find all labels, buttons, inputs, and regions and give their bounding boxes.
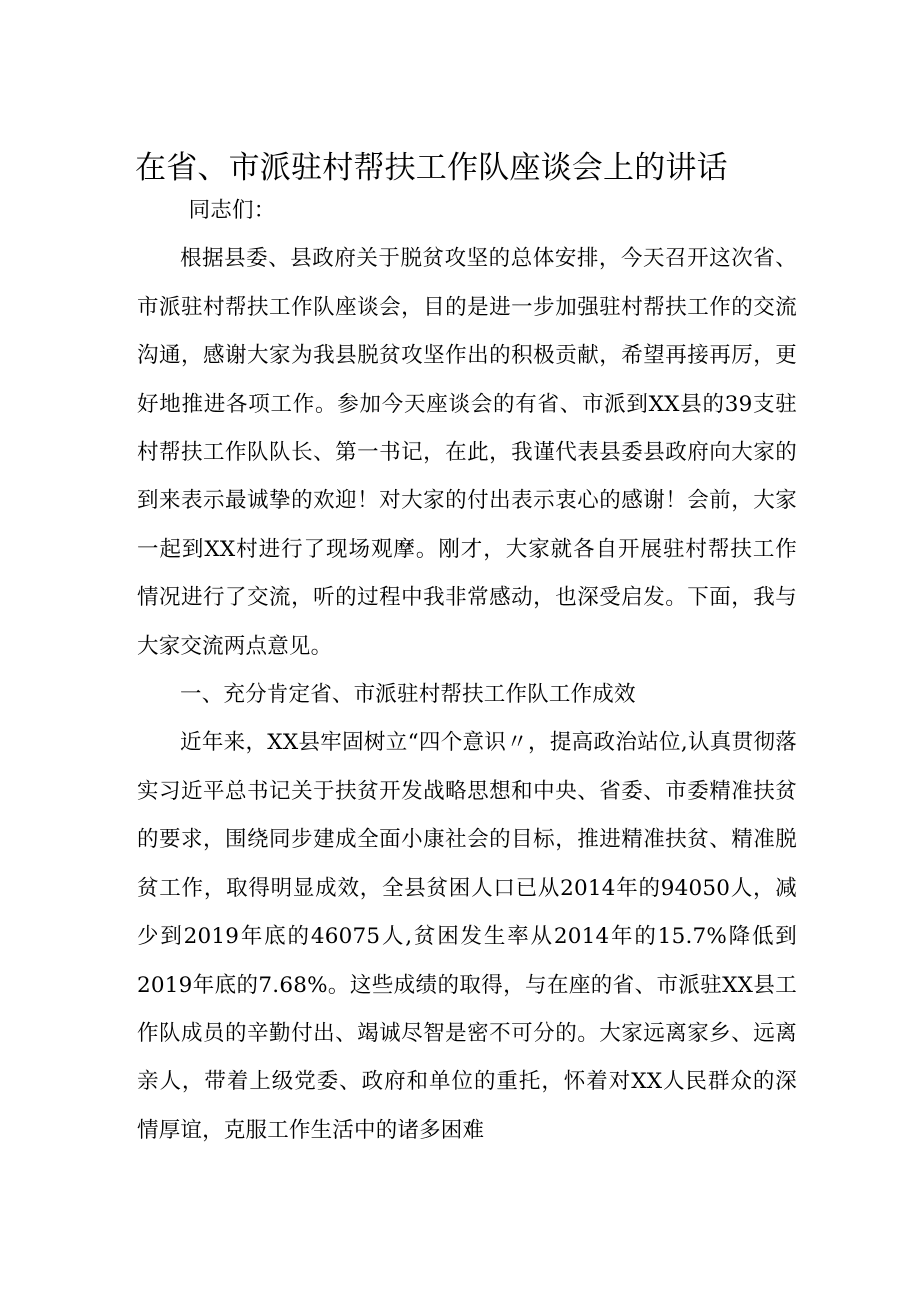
- document-body: [137, 187, 797, 1155]
- salutation: 同志们：: [188, 198, 276, 223]
- paragraph-intro: 根据县委、县政府关于脱贫攻坚的总体安排，今天召开这次省、市派驻村帮扶工作队座谈会，目的是进一步加强驻村帮扶工作的交流沟通，感谢大家为我县脱贫攻坚作出的积极贡献，希望再接再厉，更好地推进各项工作。参加今天座谈会的有省、市派到XX县的39支驻村帮扶工作队队长、第一书记，在此，我谨代表县委县政府向大家的到来表示最诚挚的欢迎！对大家的付出表示衷心的感谢！会前，大家一起到XX村进行了现场观摩。刚才，大家就各自开展驻村帮扶工作情况进行了交流，听的过程中我非常感动，也深受启发。下面，我与大家交流两点意见。: [137, 246, 797, 659]
- document-title: 在省、市派驻村帮扶工作队座谈会上的讲话: [135, 150, 728, 186]
- paragraph-achievements: 近年来，XX县牢固树立“四个意识〃，提高政治站位,认真贯彻落实习近平总书记关于扶贫开发战略思想和中央、省委、市委精准扶贫的要求，围绕同步建成全面小康社会的目标，推进精准扶贫、精准脱贫工作，取得明显成效，全县贫困人口已从2014年的94050人，减少到2019年底的46075人,贫困发生率从2014年的15.7%降低到2019年底的7.68%。这些成绩的取得，与在座的省、市派驻XX县工作队成员的辛勤付出、竭诚尽智是密不可分的。大家远离家乡、远离亲人，带着上级党委、政府和单位的重托，怀着对XX人民群众的深情厚谊，克服工作生活中的诸多困难: [137, 730, 797, 1143]
- section-heading-1: 一、充分肯定省、市派驻村帮扶工作队工作成效: [180, 682, 636, 708]
